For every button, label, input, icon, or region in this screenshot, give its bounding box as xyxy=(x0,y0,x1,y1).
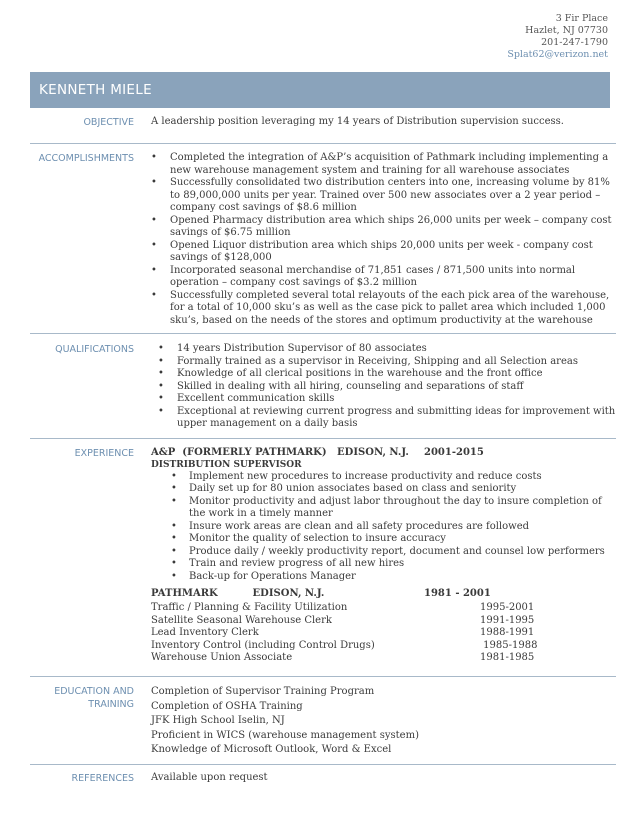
role-years: 1991-1995 xyxy=(480,614,535,626)
list-item: • Knowledge of all clerical positions in the warehouse and the front office xyxy=(151,368,616,381)
role-row xyxy=(151,627,616,640)
objective-text: A leadership position leveraging my 14 years of Distribution supervision success. xyxy=(151,116,564,127)
role-title: Satellite Seasonal Warehouse Clerk xyxy=(151,614,332,626)
divider xyxy=(30,143,616,144)
education-item: Proficient in WICS (warehouse management system) xyxy=(151,729,419,741)
job-heading xyxy=(151,447,616,460)
role-title: Warehouse Union Associate xyxy=(151,652,293,663)
education-item: Completion of OSHA Training xyxy=(151,700,303,712)
role-title: Traffic / Planning & Facility Utilization xyxy=(151,602,348,613)
role-title: Inventory Control (including Control Drugs) xyxy=(151,639,375,651)
job-dates: 1981 - 2001 xyxy=(424,588,491,599)
role-years: 1985-1988 xyxy=(480,639,538,651)
divider xyxy=(30,438,616,439)
experience-label: EXPERIENCE xyxy=(74,448,134,459)
qualifications-content xyxy=(151,343,616,431)
address-line-1: 3 Fir Place xyxy=(555,13,608,24)
education-label-line-1: EDUCATION AND xyxy=(54,686,134,697)
list-item: • Train and review progress of all new hires xyxy=(151,558,616,571)
education-item: Completion of Supervisor Training Program xyxy=(151,686,375,697)
list-item: • Exceptional at reviewing current progress and submitting ideas for improvement with upper management on a daily basis xyxy=(151,406,616,431)
list-item: • 14 years Distribution Supervisor of 80 associates xyxy=(151,343,616,356)
divider xyxy=(30,764,616,765)
list-item: • Monitor the quality of selection to insure accuracy xyxy=(151,533,616,546)
experience-content xyxy=(151,447,616,665)
list-item: • Incorporated seasonal merchandise of 71,851 cases / 871,500 units into normal operation – company cost savings of $3.2 million xyxy=(151,265,616,290)
role-years: 1995-2001 xyxy=(480,602,535,613)
list-item: • Successfully consolidated two distribution centers into one, increasing volume by 81% to 89,000,000 units per year. Trained over 500 new associates over a 2 year period – company cost savings of $8.6 million xyxy=(151,177,616,215)
role-row xyxy=(151,602,616,615)
objective-label: OBJECTIVE xyxy=(83,117,134,128)
list-item: • Successfully completed several total relayouts of the each pick area of the warehouse, for a total of 10,000 sku’s as well as the case pick to pallet area which included 1,000 sku’s, based on the needs of the stores and optimum productivity at the warehouse xyxy=(151,290,616,328)
list-item: • Formally trained as a supervisor in Receiving, Shipping and all Selection areas xyxy=(151,356,616,369)
accomplishments-content xyxy=(151,152,616,327)
job-title: DISTRIBUTION SUPERVISOR xyxy=(151,459,302,470)
list-item: • Excellent communication skills xyxy=(151,393,616,406)
qualifications-label: QUALIFICATIONS xyxy=(55,344,134,355)
education-label-line-2: TRAINING xyxy=(88,699,134,710)
role-row xyxy=(151,652,616,665)
list-item: • Completed the integration of A&P’s acquisition of Pathmark including implementing a new warehouse management system and training for all warehouse associates xyxy=(151,152,616,177)
role-title: Lead Inventory Clerk xyxy=(151,627,259,638)
email-link[interactable]: Splat62@verizon.net xyxy=(507,49,608,60)
list-item: • Implement new procedures to increase productivity and reduce costs xyxy=(151,471,616,484)
name-banner xyxy=(30,72,610,108)
list-item: • Produce daily / weekly productivity report, document and counsel low performers xyxy=(151,546,616,559)
phone: 201-247-1790 xyxy=(541,37,608,48)
accomplishments-label: ACCOMPLISHMENTS xyxy=(38,153,134,164)
job-company: PATHMARK EDISON, N.J. xyxy=(151,588,325,599)
list-item: • Monitor productivity and adjust labor throughout the day to insure completion of the work in a timely manner xyxy=(151,496,616,521)
education-label xyxy=(30,685,134,711)
job-company: A&P (FORMERLY PATHMARK) EDISON, N.J. xyxy=(151,447,409,458)
list-item: • Skilled in dealing with all hiring, counseling and separations of staff xyxy=(151,381,616,394)
role-row xyxy=(151,615,616,628)
role-row xyxy=(151,640,616,653)
address-line-2: Hazlet, NJ 07730 xyxy=(525,25,608,36)
divider xyxy=(30,333,616,334)
role-years: 1988-1991 xyxy=(480,627,535,638)
job-dates: 2001-2015 xyxy=(424,447,484,458)
list-item: • Daily set up for 80 union associates based on class and seniority xyxy=(151,483,616,496)
list-item: • Back-up for Operations Manager xyxy=(151,571,616,584)
job-heading xyxy=(151,588,616,602)
candidate-name: KENNETH MIELE xyxy=(39,82,152,98)
list-item: • Opened Pharmacy distribution area which ships 26,000 units per week – company cost savings of $6.75 million xyxy=(151,215,616,240)
contact-block xyxy=(507,13,608,61)
role-years: 1981-1985 xyxy=(480,652,535,663)
education-content xyxy=(151,685,616,758)
references-label: REFERENCES xyxy=(71,773,134,784)
education-item: JFK High School Iselin, NJ xyxy=(151,715,285,726)
list-item: • Insure work areas are clean and all safety procedures are followed xyxy=(151,521,616,534)
list-item: • Opened Liquor distribution area which ships 20,000 units per week - company cost savings of $128,000 xyxy=(151,240,616,265)
references-text: Available upon request xyxy=(151,772,268,783)
education-item: Knowledge of Microsoft Outlook, Word & Excel xyxy=(151,744,392,755)
divider xyxy=(30,676,616,677)
